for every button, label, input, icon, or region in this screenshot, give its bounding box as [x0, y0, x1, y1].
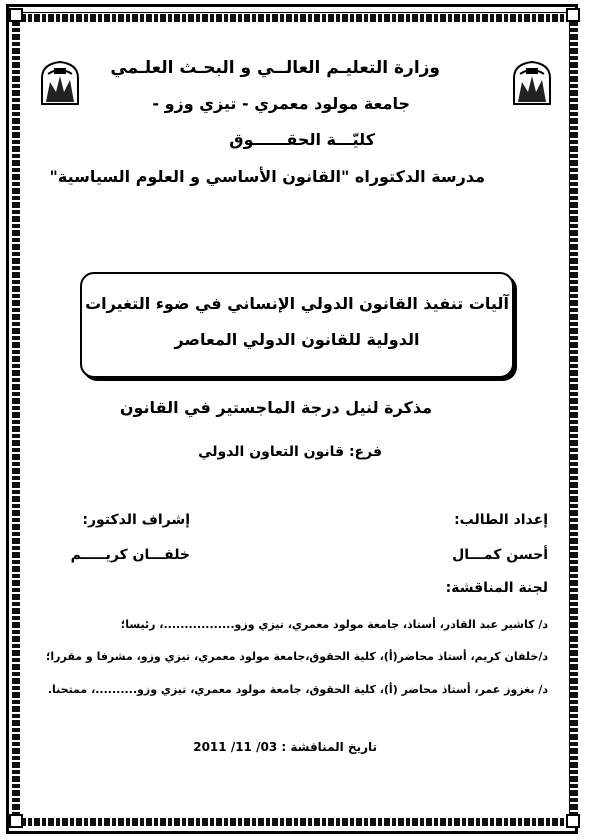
- committee-member: د/ كاشير عبد القادر، أستاذ، جامعة مولود معمري، تيزي وزو.................، رئيسا؛: [120, 618, 548, 631]
- university-logo-icon: [38, 58, 82, 108]
- student-name: أحسن كمـــال: [452, 547, 548, 563]
- thesis-title-box: [80, 272, 514, 378]
- supervisor-label: إشراف الدكتور:: [82, 512, 190, 528]
- border-corner: [566, 814, 580, 828]
- committee-member: د/ بغزوز عمر، أستاذ محاضر (أ)، كلية الحقوق، جامعة مولود معمري، تيزي وزو..........، ممتحنا.: [47, 683, 548, 696]
- degree-statement: مذكرة لنيل درجة الماجستير في القانون: [119, 398, 432, 417]
- border-corner: [566, 8, 580, 22]
- committee-member: د/خلفان كريم، أستاذ محاضر(أ)، كلية الحقوق،جامعة مولود معمري، تيزي وزو، مشرفا و مقررا؛: [46, 650, 548, 663]
- university-name: جامعة مولود معمري - تيزي وزو -: [152, 94, 410, 113]
- border-chain-top: [20, 14, 568, 22]
- thesis-title-line2: الدولية للقانون الدولي المعاصر: [174, 330, 420, 349]
- university-logo-icon: [510, 58, 554, 108]
- supervisor-name: خلفـــان كريـــــم: [70, 547, 190, 563]
- committee-label: لجنة المناقشة:: [445, 580, 548, 596]
- border-corner: [9, 814, 23, 828]
- thesis-title-line1: آليات تنفيذ القانون الدولي الإنساني في ضوء التغيرات: [85, 294, 509, 313]
- border-corner: [9, 8, 23, 22]
- faculty-name: كليّـــة الحقــــــوق: [229, 130, 375, 149]
- branch: فرع: قانون التعاون الدولي: [198, 444, 382, 460]
- doctoral-school: مدرسة الدكتوراه "القانون الأساسي و العلوم السياسية": [49, 167, 485, 186]
- border-chain-bottom: [20, 818, 568, 826]
- student-label: إعداد الطالب:: [454, 512, 548, 528]
- ministry-name: وزارة التعليـم العالــي و البحـث العلـمي: [110, 58, 440, 78]
- border-chain-left: [12, 20, 20, 820]
- border-chain-right: [570, 20, 578, 820]
- defense-date: تاريخ المناقشة : 03/ 11/ 2011: [193, 740, 377, 754]
